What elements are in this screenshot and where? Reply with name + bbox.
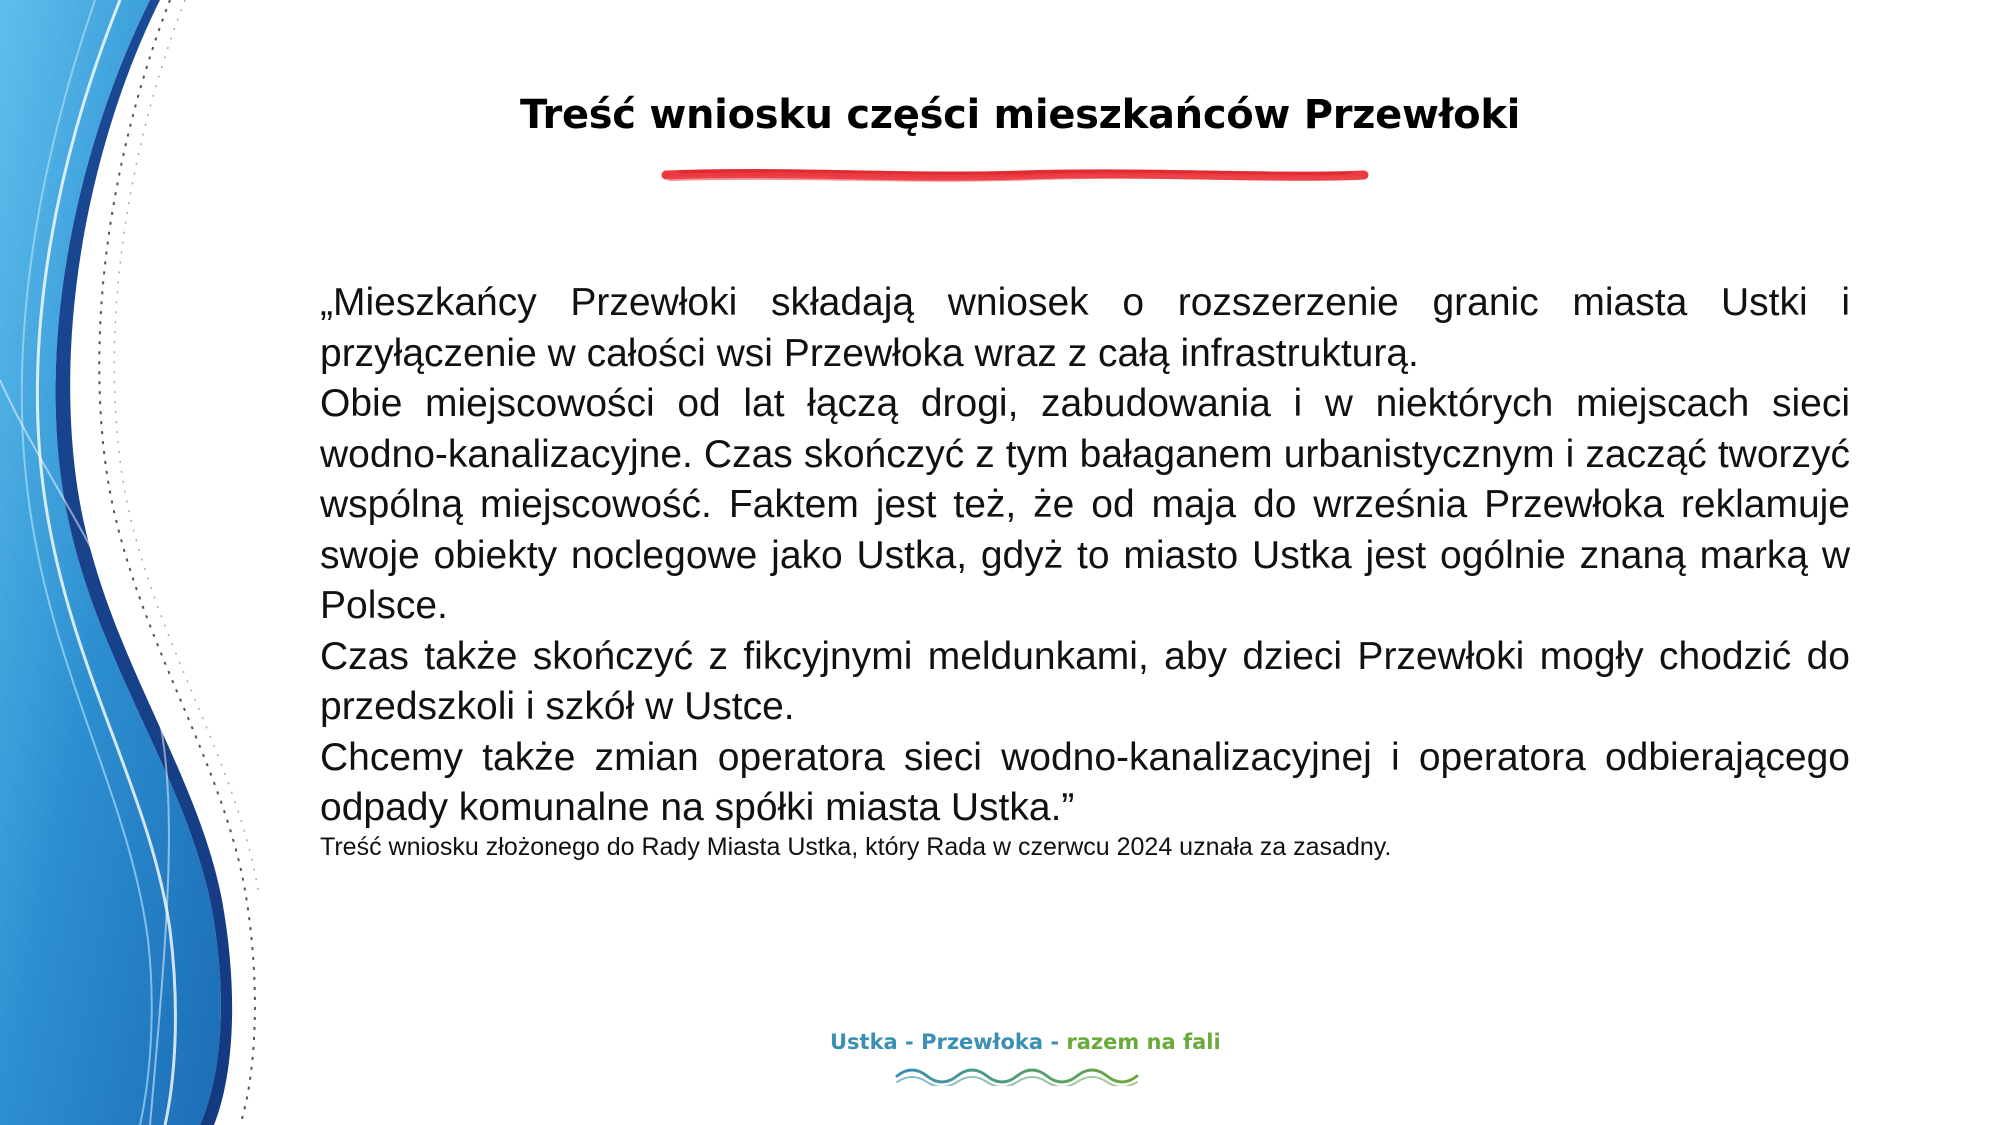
quote-paragraph: Obie miejscowości od lat łączą drogi, zabudowania i w niektórych miejscach sieci wodno-kanalizacyjne. Czas skończyć z tym bałaganem urbanistycznym i zacząć tworzyć wspólną miejscowość. Faktem jest też, że od maja do września Przewłoka reklamuje swoje obiekty noclegowe jako Ustka, gdyż to miasto Ustka jest ogólnie znaną marką w Polsce. [320, 382, 1850, 627]
footer-waves-icon [895, 1060, 1145, 1086]
footer-slogan-part1: Ustka - Przewłoka - [830, 1030, 1067, 1054]
decorative-wave-background [0, 0, 320, 1125]
quote-paragraph: Chcemy także zmian operatora sieci wodno-kanalizacyjnej i operatora odbierającego odpady komunalne na spółki miasta Ustka.” [320, 735, 1850, 829]
quote-paragraph: „Mieszkańcy Przewłoki składają wniosek o rozszerzenie granic miasta Ustki i przyłączenie w całości wsi Przewłoka wraz z całą infrastrukturą. [320, 281, 1850, 375]
petition-quote [320, 278, 1850, 834]
footer-slogan-part2: razem na fali [1066, 1030, 1221, 1054]
source-note: Treść wniosku złożonego do Rady Miasta Ustka, który Rada w czerwcu 2024 uznała za zasadny. [320, 833, 1392, 861]
page-title: Treść wniosku części mieszkańców Przewłoki [519, 92, 1521, 138]
quote-paragraph: Czas także skończyć z fikcyjnymi meldunkami, aby dzieci Przewłoki mogły chodzić do przedszkoli i szkół w Ustce. [320, 634, 1850, 728]
footer-slogan [830, 1030, 1221, 1054]
footer-logo [830, 1030, 1221, 1086]
title-underline-decoration [660, 165, 1370, 189]
